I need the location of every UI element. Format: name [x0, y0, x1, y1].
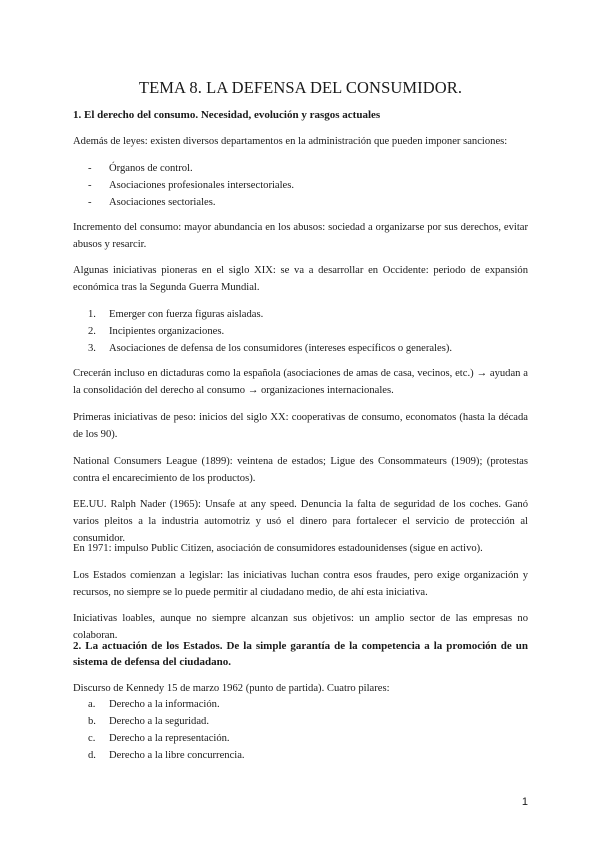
- list-item: d. Derecho a la libre concurrencia.: [88, 749, 245, 761]
- paragraph: En 1971: impulso Public Citizen, asociación de consumidores estadounidenses (sigue en activo).: [73, 543, 483, 554]
- paragraph: National Consumers League (1899): veintena de estados; Ligue des Consommateurs (1909); (protestas contra el encarecimiento de los productos).: [73, 456, 528, 484]
- paragraph: Además de leyes: existen diversos departamentos en la administración que pueden imponer sanciones:: [73, 136, 508, 147]
- paragraph: Incremento del consumo: mayor abundancia en los abusos: sociedad a organizarse por sus derechos, evitar abusos y resarcir.: [73, 222, 528, 250]
- paragraph: Iniciativas loables, aunque no siempre alcanzan sus objetivos: un amplio sector de las empresas no colaboran.: [73, 613, 528, 641]
- list-item: - Órganos de control.: [88, 163, 193, 174]
- list-item: - Asociaciones profesionales intersectoriales.: [88, 179, 295, 191]
- lettered-list: [88, 697, 528, 765]
- paragraph: Algunas iniciativas pioneras en el siglo XIX: se va a desarrollar en Occidente: periodo de expansión económica tras la Segunda Guerra Mundial.: [73, 265, 528, 293]
- numbered-list: [88, 307, 528, 358]
- page-title: TEMA 8. LA DEFENSA DEL CONSUMIDOR.: [138, 78, 463, 97]
- page-number: 1: [521, 796, 528, 808]
- list-item: a. Derecho a la información.: [88, 699, 220, 710]
- paragraph: Primeras iniciativas de peso: inicios del siglo XX: cooperativas de consumo, economatos (hasta la década de los 90).: [73, 412, 528, 440]
- paragraph: Discurso de Kennedy 15 de marzo 1962 (punto de partida). Cuatro pilares:: [73, 683, 390, 694]
- paragraph: Crecerán incluso en dictaduras como la española (asociaciones de amas de casa, vecinos, etc.) → ayudan a la consolidación del derecho al consumo → organizaciones internacionales.: [73, 368, 528, 396]
- list-item: 3. Asociaciones de defensa de los consumidores (intereses específicos o generales).: [88, 342, 452, 354]
- list-item: c. Derecho a la representación.: [88, 732, 230, 744]
- list-item: b. Derecho a la seguridad.: [88, 715, 210, 727]
- section-2-heading: 2. La actuación de los Estados. De la simple garantía de la competencia a la promoción de un sistema de defensa del ciudadano.: [73, 640, 528, 668]
- paragraph: EE.UU. Ralph Nader (1965): Unsafe at any speed. Denuncia la falta de seguridad de los coches. Ganó varios pleitos a la industria automotriz y usó el dinero para fortalecer el servicio de protección al consumidor.: [73, 499, 528, 544]
- paragraph: Los Estados comienzan a legislar: las iniciativas luchan contra esos fraudes, pero exige organización y recursos, no siempre se lo puede permitir al ciudadano medio, de ahí esta iniciativa.: [73, 570, 528, 598]
- list-item: 2. Incipientes organizaciones.: [88, 325, 225, 337]
- section-1-heading: 1. El derecho del consumo. Necesidad, evolución y rasgos actuales: [73, 109, 381, 121]
- list-item: - Asociaciones sectoriales.: [88, 196, 216, 208]
- list-item: 1. Emerger con fuerza figuras aisladas.: [88, 309, 264, 320]
- bullet-list: [88, 161, 528, 212]
